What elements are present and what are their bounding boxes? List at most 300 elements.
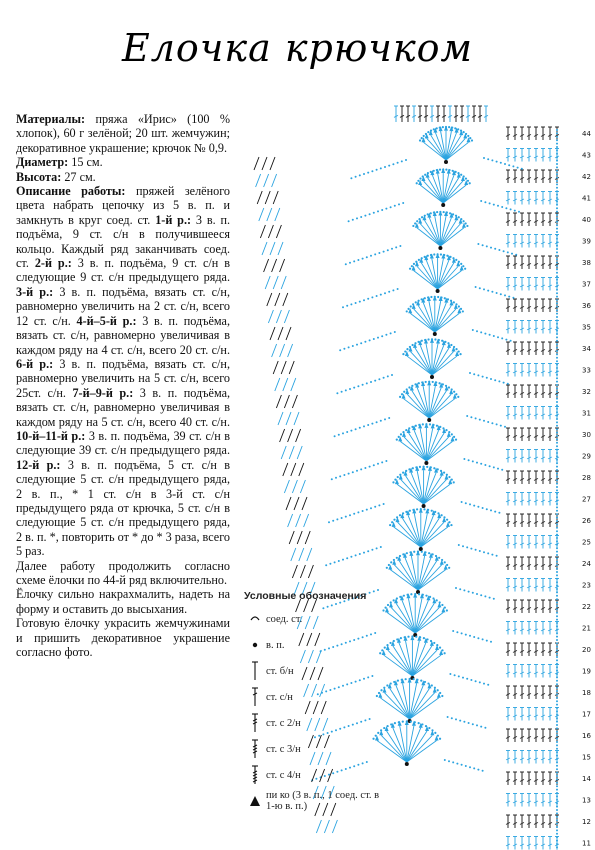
column-stitch	[527, 643, 531, 656]
row-number-label: 11	[582, 839, 591, 848]
column-stitch	[527, 686, 531, 699]
edge-chain-dot	[556, 775, 558, 777]
column-stitch	[513, 708, 517, 721]
column-stitch	[548, 643, 552, 656]
edge-chain-dot	[556, 238, 558, 240]
edge-chain-dot	[556, 574, 558, 576]
edge-chain-dot	[556, 622, 558, 624]
edge-chain-dot	[556, 795, 558, 797]
edge-chain-dot	[556, 166, 558, 168]
column-stitch	[527, 493, 531, 506]
column-stitch	[506, 385, 510, 398]
row10-11-text: 3 в. п. подъёма, 39 ст. с/н в следующие 39 ст. с/н предыдущего ряда.	[16, 428, 231, 458]
column-stitch	[520, 364, 524, 377]
edge-chain-dot	[556, 778, 558, 780]
column-stitch	[506, 514, 510, 527]
column-stitch	[513, 600, 517, 613]
edge-chain-dot	[556, 316, 558, 318]
column-stitch	[548, 385, 552, 398]
column-stitch	[513, 235, 517, 248]
page-title: Елочка крючком	[121, 26, 474, 70]
column-stitch	[541, 299, 545, 312]
edge-chain-dot	[556, 445, 558, 447]
edge-chain-dot	[556, 547, 558, 549]
column-stitch	[520, 192, 524, 205]
edge-chain-dot	[556, 537, 558, 539]
left-strand-stitch	[256, 174, 261, 187]
left-strand-stitch	[262, 157, 267, 170]
column-stitch	[527, 837, 531, 850]
edge-chain-dot	[556, 275, 558, 277]
edge-chain-dot	[556, 823, 558, 825]
column-stitch	[506, 321, 510, 334]
column-stitch	[506, 815, 510, 828]
edge-chain-dot	[556, 163, 558, 165]
column-stitch	[520, 772, 524, 785]
left-strand-stitch	[281, 446, 286, 459]
column-stitch	[534, 428, 538, 441]
left-strand-stitch	[275, 378, 280, 391]
left-strand-stitch	[308, 565, 313, 578]
edge-chain-dot	[556, 347, 558, 349]
edge-chain-dot	[556, 731, 558, 733]
edge-chain-dot	[556, 343, 558, 345]
edge-chain-dot	[556, 833, 558, 835]
column-stitch	[520, 450, 524, 463]
edge-chain-dot	[556, 544, 558, 546]
column-stitch	[520, 514, 524, 527]
left-strand-stitch	[289, 361, 294, 374]
left-strand-stitch	[296, 429, 301, 442]
legend-label: ст. с/н	[266, 691, 293, 703]
column-stitch	[506, 751, 510, 764]
edge-chain-dot	[556, 143, 558, 145]
legend-label: пи ко (3 в. п., 1 соед. ст. в 1-ю в. п.)	[266, 790, 380, 812]
edge-chain-dot	[556, 619, 558, 621]
left-strand-stitch	[292, 395, 297, 408]
column-stitch	[534, 751, 538, 764]
edge-chain-dot	[556, 751, 558, 753]
row-number-label: 28	[582, 474, 591, 482]
left-strand-stitch	[300, 480, 305, 493]
edge-chain-dot	[556, 540, 558, 542]
left-strand-stitch	[265, 276, 270, 289]
left-strand-stitch	[292, 565, 297, 578]
left-strand-stitch	[275, 208, 280, 221]
row-number-label: 38	[582, 259, 591, 267]
column-stitch	[534, 643, 538, 656]
column-stitch	[541, 772, 545, 785]
left-strand-stitch	[280, 259, 285, 272]
top-stitch	[460, 106, 464, 122]
column-stitch	[527, 235, 531, 248]
column-stitch	[534, 815, 538, 828]
row-number-label: 40	[582, 216, 591, 224]
column-stitch	[527, 708, 531, 721]
row12-label: 12-й р.:	[16, 457, 61, 472]
column-stitch	[506, 213, 510, 226]
edge-chain-dot	[556, 680, 558, 682]
column-stitch	[513, 342, 517, 355]
left-strand-stitch	[278, 412, 283, 425]
edge-chain-dot	[556, 217, 558, 219]
height-text: 27 см.	[64, 169, 96, 184]
column-stitch	[513, 170, 517, 183]
column-stitch	[520, 385, 524, 398]
edge-chain-dot	[556, 197, 558, 199]
edge-chain-dot	[556, 527, 558, 529]
left-strand-stitch	[264, 259, 269, 272]
left-strand-stitch	[289, 446, 294, 459]
edge-chain-dot	[556, 687, 558, 689]
column-stitch	[520, 751, 524, 764]
column-stitch	[548, 557, 552, 570]
column-stitch	[548, 729, 552, 742]
column-stitch	[520, 815, 524, 828]
legend-label: в. п.	[266, 639, 285, 651]
edge-chain-dot	[556, 523, 558, 525]
column-stitch	[541, 127, 545, 140]
edge-chain-dot	[556, 697, 558, 699]
column-stitch	[506, 342, 510, 355]
column-stitch	[513, 471, 517, 484]
edge-chain-dot	[556, 306, 558, 308]
column-stitch	[534, 622, 538, 635]
row-number-label: 12	[582, 818, 591, 826]
column-stitch	[506, 729, 510, 742]
edge-chain-dot	[556, 806, 558, 808]
edge-chain-dot	[556, 387, 558, 389]
column-stitch	[513, 192, 517, 205]
left-strand-stitch	[286, 497, 291, 510]
row-number-label: 39	[582, 237, 591, 246]
edge-chain-dot	[556, 792, 558, 794]
edge-chain-dot	[556, 360, 558, 362]
left-strand-stitch	[267, 293, 272, 306]
column-stitch	[541, 600, 545, 613]
column-stitch	[534, 729, 538, 742]
column-stitch	[541, 837, 545, 850]
column-stitch	[506, 450, 510, 463]
column-stitch	[534, 686, 538, 699]
edge-chain-dot	[556, 132, 558, 134]
column-stitch	[506, 643, 510, 656]
edge-chain-dot	[556, 279, 558, 281]
row-number-label: 31	[582, 409, 591, 418]
column-stitch	[527, 192, 531, 205]
edge-chain-dot	[556, 353, 558, 355]
edge-chain-dot	[556, 472, 558, 474]
row-number-label: 33	[582, 366, 591, 375]
edge-chain-dot	[556, 401, 558, 403]
column-stitch	[541, 686, 545, 699]
left-strand-stitch	[280, 344, 285, 357]
legend-item	[244, 738, 384, 760]
left-strand-stitch	[278, 242, 283, 255]
edge-chain-dot	[556, 738, 558, 740]
column-stitch	[534, 213, 538, 226]
edge-chain-dot	[556, 571, 558, 573]
column-stitch	[548, 493, 552, 506]
column-stitch	[506, 471, 510, 484]
diameter-paragraph	[16, 155, 230, 169]
column-stitch	[520, 665, 524, 678]
top-stitch	[418, 106, 422, 122]
top-stitch	[394, 106, 398, 122]
row2-text: 3 в. п. подъёма, 9 ст. с/н в следующие 9 ст. с/н предыдущего ряда.	[16, 256, 231, 285]
column-stitch	[548, 686, 552, 699]
column-stitch	[506, 579, 510, 592]
row1-label: 1-й р.:	[155, 212, 192, 227]
column-stitch	[506, 794, 510, 807]
column-stitch	[541, 622, 545, 635]
edge-chain-dot	[556, 639, 558, 641]
column-stitch	[513, 794, 517, 807]
left-strand-stitch	[299, 548, 304, 561]
left-strand-stitch	[297, 531, 302, 544]
row-number-label: 26	[582, 517, 591, 525]
edge-chain-dot	[556, 625, 558, 627]
row-number-label: 41	[582, 194, 591, 203]
materials-paragraph	[16, 112, 230, 155]
column-stitch	[548, 708, 552, 721]
column-stitch	[548, 192, 552, 205]
edge-chain-dot	[556, 785, 558, 787]
column-stitch	[527, 622, 531, 635]
edge-chain-dot	[556, 200, 558, 202]
column-stitch	[541, 278, 545, 291]
edge-chain-dot	[556, 149, 558, 151]
column-stitch	[548, 772, 552, 785]
column-stitch	[548, 278, 552, 291]
column-stitch	[506, 536, 510, 549]
fan-motif	[350, 126, 522, 180]
edge-chain-dot	[556, 156, 558, 158]
left-strand-stitch	[289, 531, 294, 544]
column-stitch	[534, 794, 538, 807]
column-stitch	[534, 837, 538, 850]
edge-chain-dot	[556, 476, 558, 478]
column-stitch	[506, 192, 510, 205]
edge-chain-dot	[556, 595, 558, 597]
column-stitch	[506, 686, 510, 699]
column-stitch	[541, 471, 545, 484]
column-stitch	[513, 364, 517, 377]
column-stitch	[527, 450, 531, 463]
column-stitch	[534, 321, 538, 334]
column-stitch	[541, 536, 545, 549]
row-number-label: 19	[582, 667, 591, 676]
row-number-label: 43	[582, 151, 591, 160]
edge-chain-dot	[556, 285, 558, 287]
edge-chain-dot	[556, 224, 558, 226]
top-stitch	[406, 106, 410, 122]
edge-chain-dot	[556, 459, 558, 461]
edge-chain-dot	[556, 564, 558, 566]
left-strand-stitch	[270, 327, 275, 340]
edge-chain-dot	[556, 160, 558, 162]
left-strand-stitch	[283, 378, 288, 391]
column-stitch	[548, 256, 552, 269]
column-stitch	[527, 665, 531, 678]
edge-chain-dot	[556, 557, 558, 559]
edge-chain-dot	[556, 710, 558, 712]
row-number-label: 29	[582, 452, 591, 461]
left-strand-stitch	[284, 310, 289, 323]
left-strand-stitch	[324, 820, 329, 833]
edge-chain-dot	[556, 656, 558, 658]
edge-chain-dot	[556, 421, 558, 423]
diameter-text: 15 см.	[71, 155, 103, 170]
row-number-label: 18	[582, 689, 591, 697]
left-strand-stitch	[288, 429, 293, 442]
edge-chain-dot	[556, 180, 558, 182]
edge-chain-dot	[556, 245, 558, 247]
edge-chain-dot	[556, 258, 558, 260]
column-stitch	[527, 278, 531, 291]
column-stitch	[541, 235, 545, 248]
left-strand-stitch	[284, 480, 289, 493]
materials-text: пряжа «Ирис» (100 % хлопок), 60 г зелёной; 20 шт. жемчужин; декоративное украшение; крючок № 0,9.	[16, 112, 231, 155]
left-strand-stitch	[283, 293, 288, 306]
edge-chain-dot	[556, 520, 558, 522]
column-stitch	[548, 600, 552, 613]
column-stitch	[506, 235, 510, 248]
left-strand-stitch	[294, 412, 299, 425]
column-stitch	[548, 407, 552, 420]
left-strand-stitch	[283, 463, 288, 476]
column-stitch	[513, 729, 517, 742]
continue-paragraph: Далее работу продолжить согласно схеме ёлочки по 44-й ряд включительно.	[16, 558, 230, 587]
column-stitch	[513, 579, 517, 592]
row1-text: 3 в. п. подъёма, 9 ст. с/н в получившееся кольцо. Каждый ряд заканчивать соед. ст.	[16, 212, 231, 271]
column-stitch	[520, 407, 524, 420]
column-stitch	[520, 213, 524, 226]
legend-symbol-icon	[244, 712, 266, 734]
column-stitch	[534, 235, 538, 248]
legend-symbol-icon	[244, 738, 266, 760]
edge-chain-dot	[556, 602, 558, 604]
edge-chain-dot	[556, 129, 558, 131]
top-stitch	[472, 106, 476, 122]
legend-label: ст. с 2/н	[266, 717, 301, 729]
edge-chain-dot	[556, 714, 558, 716]
edge-chain-dot	[556, 782, 558, 784]
edge-chain-dot	[556, 758, 558, 760]
column-stitch	[548, 364, 552, 377]
column-stitch	[527, 751, 531, 764]
column-stitch	[520, 321, 524, 334]
column-stitch	[506, 364, 510, 377]
edge-chain-dot	[556, 700, 558, 702]
column-stitch	[527, 514, 531, 527]
row-number-label: 13	[582, 796, 591, 805]
edge-chain-dot	[556, 840, 558, 842]
row6-text: 3 в. п. подъёма, вязать ст. с/н, равномерно увеличить на 5 ст. с/н, всего 25ст. с/н.	[16, 356, 230, 400]
column-stitch	[527, 815, 531, 828]
edge-chain-dot	[556, 612, 558, 614]
edge-chain-dot	[556, 241, 558, 243]
row-number-label: 44	[582, 130, 591, 138]
edge-chain-dot	[556, 377, 558, 379]
column-stitch	[506, 299, 510, 312]
left-strand-stitch	[276, 310, 281, 323]
description-paragraph	[16, 184, 230, 559]
column-stitch	[548, 450, 552, 463]
column-stitch	[534, 170, 538, 183]
row7-9-label: 7-й–9-й р.:	[72, 385, 134, 400]
column-stitch	[527, 772, 531, 785]
left-strand-stitch	[275, 293, 280, 306]
column-stitch	[527, 170, 531, 183]
row4-5-text: 3 в. п. подъёма, вязать ст. с/н, равномерно увеличивая в каждом ряду на 4 ст. с/н, всего 20 ст. с/н.	[16, 313, 231, 357]
column-stitch	[527, 385, 531, 398]
left-strand-stitch	[288, 344, 293, 357]
edge-chain-dot	[556, 438, 558, 440]
left-strand-stitch	[297, 446, 302, 459]
legend-items	[244, 608, 384, 812]
edge-chain-dot	[556, 517, 558, 519]
column-stitch	[513, 815, 517, 828]
legend-symbol-icon	[244, 634, 266, 656]
edge-chain-dot	[556, 530, 558, 532]
left-strand-stitch	[291, 463, 296, 476]
column-stitch	[541, 321, 545, 334]
left-strand-stitch	[291, 548, 296, 561]
edge-chain-dot	[556, 693, 558, 695]
left-strand-stitch	[292, 480, 297, 493]
edge-chain-dot	[556, 381, 558, 383]
column-stitch	[541, 493, 545, 506]
edge-chain-dot	[556, 489, 558, 491]
height-label: Высота:	[16, 169, 62, 184]
column-stitch	[534, 385, 538, 398]
row-number-label: 20	[582, 646, 591, 654]
edge-chain-dot	[556, 336, 558, 338]
column-stitch	[548, 815, 552, 828]
edge-chain-dot	[556, 455, 558, 457]
column-stitch	[548, 213, 552, 226]
edge-chain-dot	[556, 510, 558, 512]
column-stitch	[534, 493, 538, 506]
starch-paragraph: Ёлочку сильно накрахмалить, надеть на форму и оставить до высыхания.	[16, 587, 230, 616]
edge-chain-dot	[556, 234, 558, 236]
column-stitch	[541, 665, 545, 678]
edge-chain-dot	[556, 724, 558, 726]
column-stitch	[541, 450, 545, 463]
edge-chain-dot	[556, 721, 558, 723]
edge-chain-dot	[556, 812, 558, 814]
column-stitch	[534, 342, 538, 355]
edge-chain-dot	[556, 177, 558, 179]
column-stitch	[520, 686, 524, 699]
edge-chain-dot	[556, 452, 558, 454]
top-stitch	[466, 106, 470, 122]
column-stitch	[548, 837, 552, 850]
edge-chain-dot	[556, 231, 558, 233]
column-stitch	[541, 514, 545, 527]
column-stitch	[527, 428, 531, 441]
column-stitch	[534, 708, 538, 721]
edge-chain-dot	[556, 829, 558, 831]
column-stitch	[506, 407, 510, 420]
row-number-label: 42	[582, 173, 591, 181]
edge-chain-dot	[556, 323, 558, 325]
edge-chain-dot	[556, 836, 558, 838]
column-stitch	[541, 643, 545, 656]
column-stitch	[513, 127, 517, 140]
column-stitch	[513, 278, 517, 291]
